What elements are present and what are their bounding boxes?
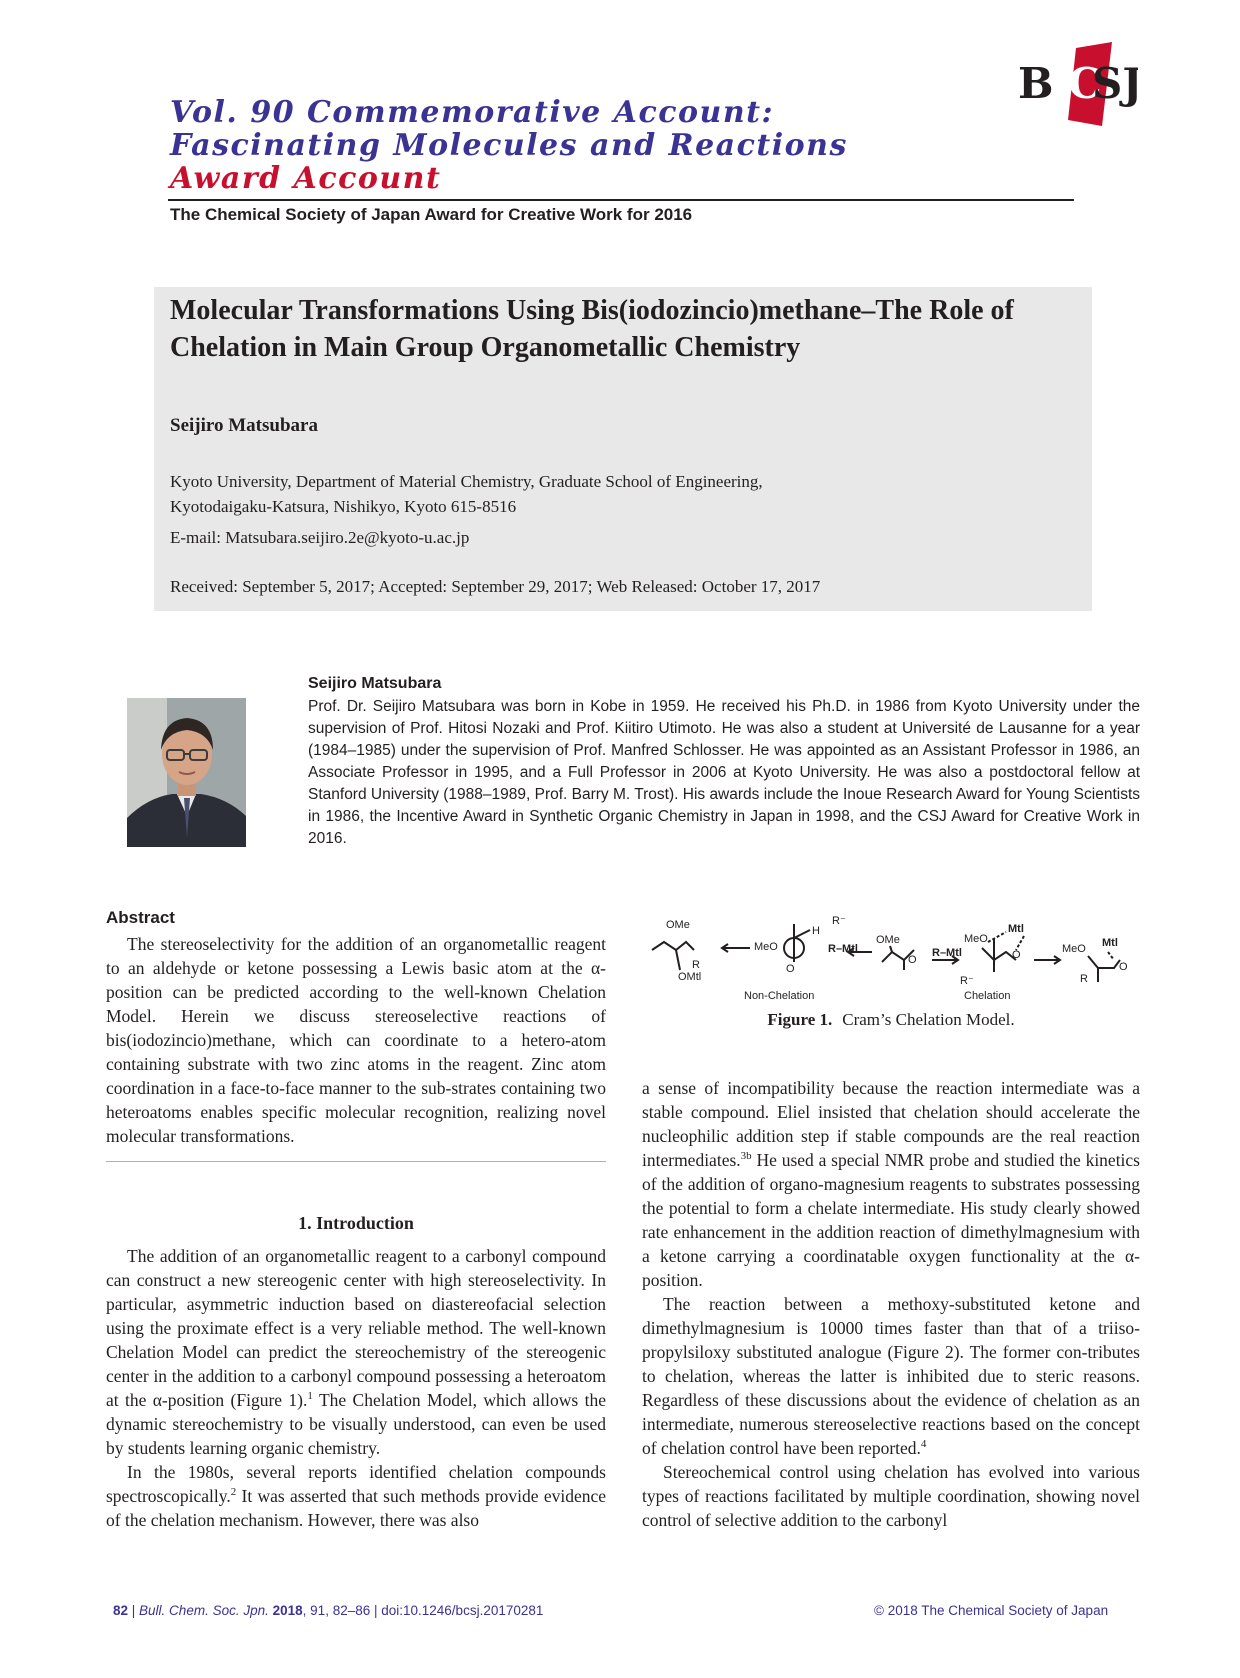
- header-rule: [168, 199, 1074, 201]
- label-ome-2: OMe: [876, 934, 900, 946]
- bcsj-logo-icon: [1018, 40, 1138, 130]
- substrate-ome-bond: [890, 946, 892, 952]
- figure-1-caption-text: Cram’s Chelation Model.: [842, 1010, 1015, 1029]
- right-paragraph-3: Stereochemical control using chelation has evolved into various types of reactions facilitated by multiple coordination, showing novel control of selective addition to the carbonyl: [642, 1462, 1140, 1530]
- article-title: Molecular Transformations Using Bis(iodozincio)methane–The Role of Chelation in Main Group Organometallic Chemistry: [170, 295, 1014, 363]
- bio-text: Prof. Dr. Seijiro Matsubara was born in Kobe in 1959. He received his Ph.D. in 1986 from Kyoto University under the supervision of Prof. Hitosi Nozaki and Prof. Kiitiro Utimoto. He was also a student at Université de Lausanne for a year (1984–1985) under the supervision of Prof. Manfred Schlosser. He was appointed as an Assistant Professor in 1986, an Associate Professor in 1995, and a Full Professor in 2006 at Kyoto University. He was also a postdoctoral fellow at Stanford University (1988–1989, Prof. Barry M. Trost). His awards include the Inoue Research Award for Young Scientists in 1986, the Incentive Award in Synthetic Organic Chemistry in Japan in 1998, and the CSJ Award for Creative Work in 2016.: [308, 698, 1140, 847]
- chelate-dotted-1: [988, 932, 1006, 942]
- label-h: H: [812, 925, 820, 937]
- citation-3b[interactable]: 3b: [740, 1150, 752, 1163]
- author-affiliation: [170, 469, 763, 519]
- series-line-2: Fascinating Molecules and Reactions: [170, 128, 848, 163]
- author-photo: [127, 698, 246, 847]
- label-meo-3: MeO: [1062, 943, 1086, 955]
- label-r-minus-1: R⁻: [832, 915, 846, 927]
- intro-paragraph-1: The addition of an organometallic reagent to a carbonyl compound can construct a new stereogenic center with high stereoselectivity. In particular, asymmetric induction based on diastereofacial selection using the proximate effect is a very reliable method. The well-known Chelation Model can predict the stereochemistry of the stereogenic center in the addition to a carbonyl compound possessing a heteroatom at the α-position (Figure 1).$^1$ The Chelation Model, which allows the dynamic stereochemistry to be visually understood, can even be used by students learning organic chemistry.: [106, 1246, 606, 1458]
- label-r-1: R: [692, 959, 700, 971]
- introduction-heading: 1. Introduction: [298, 1213, 414, 1233]
- chelate-dotted-2: [1016, 936, 1024, 950]
- citation-1[interactable]: 1: [307, 1390, 313, 1403]
- right-column-body: [642, 1076, 1140, 1532]
- affiliation-line-2: Kyotodaigaku-Katsura, Nishikyo, Kyoto 615-8516: [170, 497, 517, 516]
- label-mtl-2: Mtl: [1102, 937, 1118, 949]
- newman-h-bond: [794, 930, 810, 938]
- award-subtitle: The Chemical Society of Japan Award for Creative Work for 2016: [170, 205, 693, 224]
- received-dates: Received: September 5, 2017; Accepted: September 29, 2017; Web Released: October 17, 2017: [170, 577, 821, 596]
- abstract-paragraph: The stereoselectivity for the addition of an organometallic reagent to an aldehyde or ketone possessing a Lewis basic atom at the α-position can be predicted according to the well-known Chelation Model. Herein we discuss stereoselective reactions of bis(iodozincio)methane, which can coordinate to a hetero-atom containing substrate with two zinc atoms in the reagent. Zinc atom coordination in a face-to-face manner to the sub-strates containing two heteroatoms enables specific molecular recognition, realizing novel molecular transformations.: [106, 934, 606, 1146]
- label-r-minus-2: R⁻: [960, 975, 974, 987]
- label-meo-1: MeO: [754, 941, 778, 953]
- page-number: 82: [113, 1603, 129, 1618]
- product-1-bond: [676, 950, 680, 970]
- journal-year: 2018: [272, 1603, 303, 1618]
- footer-citation: 82 | Bull. Chem. Soc. Jpn. 2018, 91, 82–86 | doi:10.1246/bcsj.20170281: [113, 1603, 544, 1618]
- label-o-3: O: [1012, 949, 1021, 961]
- journal-name: Bull. Chem. Soc. Jpn.: [139, 1603, 269, 1618]
- author-portrait-icon: [127, 698, 246, 847]
- label-omtl-1: OMtl: [678, 971, 702, 983]
- abstract-heading: Abstract: [106, 908, 175, 927]
- footer-copyright: © 2018 The Chemical Society of Japan: [874, 1603, 1109, 1618]
- article-author: Seijiro Matsubara: [170, 415, 318, 436]
- label-r-2: R: [1080, 973, 1088, 985]
- introduction-body: [106, 1244, 606, 1532]
- label-meo-2: MeO: [964, 933, 988, 945]
- label-rmtl-2: R–Mtl: [932, 947, 962, 959]
- product-2-ring: [1088, 956, 1120, 968]
- logo-letter-b: B: [1018, 59, 1054, 108]
- intro-paragraph-2: In the 1980s, several reports identified chelation compounds spectroscopically.$^2$ It was asserted that such methods provide evidence of the chelation mechanism. However, there was also: [106, 1462, 606, 1530]
- product-2-dotted: [1108, 952, 1114, 960]
- label-mtl-1: Mtl: [1008, 923, 1024, 935]
- series-title: [170, 96, 848, 195]
- label-o-4: O: [1119, 961, 1128, 973]
- bcsj-logo: [1018, 40, 1138, 130]
- logo-letter-c: C: [1068, 59, 1102, 108]
- affiliation-line-1: Kyoto University, Department of Material Chemistry, Graduate School of Engineering,: [170, 472, 763, 491]
- author-email[interactable]: E-mail: Matsubara.seijiro.2e@kyoto-u.ac.jp: [170, 528, 470, 547]
- label-non-chelation: Non-Chelation: [744, 990, 815, 1002]
- abstract-divider: [106, 1161, 606, 1162]
- product-1-skeleton: [652, 942, 694, 950]
- series-line-3: Award Account: [170, 161, 442, 196]
- label-rmtl-1: R–Mtl: [828, 943, 858, 955]
- label-o-2: O: [908, 954, 917, 966]
- figure-1-label: Figure 1.: [767, 1010, 833, 1029]
- label-o-1: O: [786, 963, 795, 975]
- chelate-skeleton: [982, 948, 1016, 960]
- right-paragraph-2: The reaction between a methoxy-substituted ketone and dimethylmagnesium is 10000 times faster than that of a triiso-propylsiloxy substituted analogue (Figure 2). The former con-tributes to chelation, whereas the latter is inhibited due to steric reasons. Regardless of these discussions about the evidence of chelation as an intermediate, numerous stereoselective reactions based on the concept of chelation control have been reported.$^4$: [642, 1294, 1140, 1458]
- logo-letters-sj: SJ: [1092, 59, 1138, 108]
- bio-name: Seijiro Matsubara: [308, 675, 442, 692]
- figure-1-scheme: [642, 912, 1142, 1008]
- series-line-1: Vol. 90 Commemorative Account:: [170, 95, 775, 130]
- citation-4[interactable]: 4: [920, 1438, 927, 1451]
- citation-2[interactable]: 2: [230, 1486, 237, 1499]
- label-ome-1: OMe: [666, 919, 690, 931]
- figure-1-caption: [642, 1010, 1140, 1030]
- abstract-body: [106, 932, 606, 1148]
- journal-volume-doi[interactable]: , 91, 82–86 | doi:10.1246/bcsj.20170281: [302, 1603, 544, 1618]
- label-chelation: Chelation: [964, 990, 1011, 1002]
- right-paragraph-1: a sense of incompatibility because the reaction intermediate was a stable compound. Eliel insisted that chelation should accelerate the nucleophilic addition step if stable compounds are the real reaction intermediates.$^{3b}$ He used a special NMR probe and studied the kinetics of the addition of organo-magnesium reagents to substrates possessing the potential to form a chelate intermediate. His study clearly showed rate enhancement in the addition reaction of dimethylmagnesium with a ketone carrying a coordinatable oxygen functionality at the α-position.: [642, 1078, 1140, 1290]
